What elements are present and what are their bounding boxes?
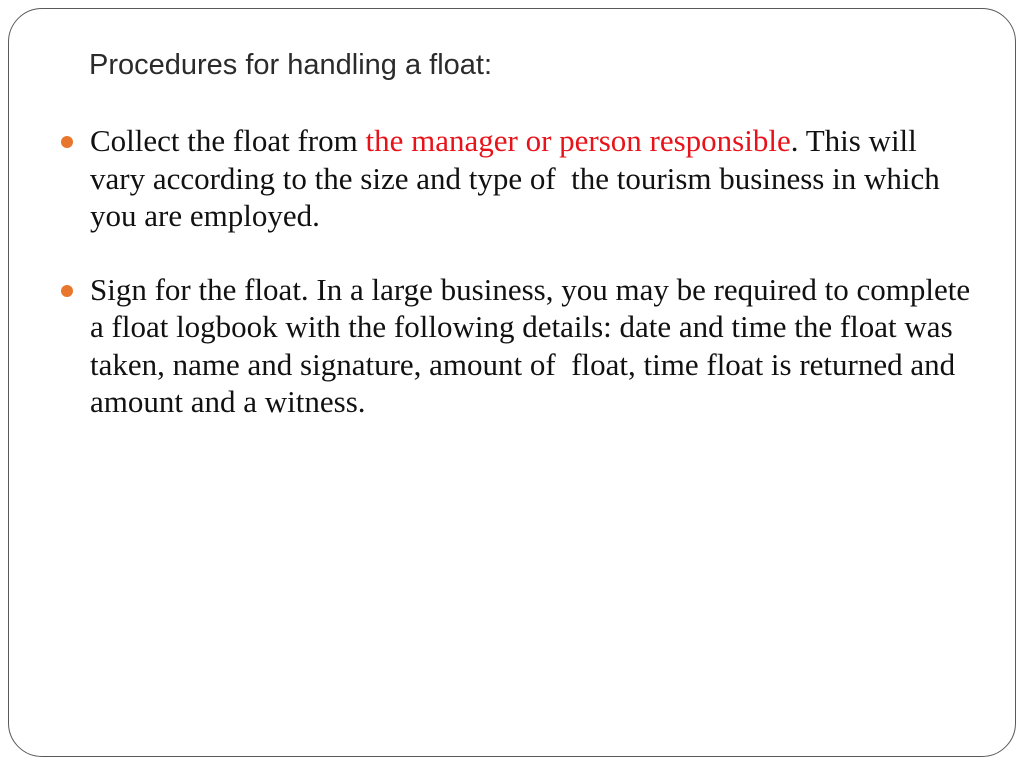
- bullet-list: [56, 122, 976, 421]
- slide-title: Procedures for handling a float:: [89, 49, 493, 81]
- bullet-text-highlight: the manager or person responsible: [365, 123, 791, 158]
- bullet-item-sign-float: [56, 271, 976, 421]
- bullet-text-lead: Collect the float from: [90, 123, 366, 158]
- bullet-dot-icon: [61, 285, 73, 297]
- bullet-text-rest: . This will vary according to the size and type of the tourism business in which you are employed.: [90, 123, 940, 233]
- bullet-item-collect-float: [56, 122, 976, 235]
- bullet-text: Sign for the float. In a large business, you may be required to complete a float logbook with the following details: date and time the float was taken, name and signature, amount of float, time float is returned and amount and a witness.: [90, 271, 971, 419]
- bullet-dot-icon: [61, 136, 73, 148]
